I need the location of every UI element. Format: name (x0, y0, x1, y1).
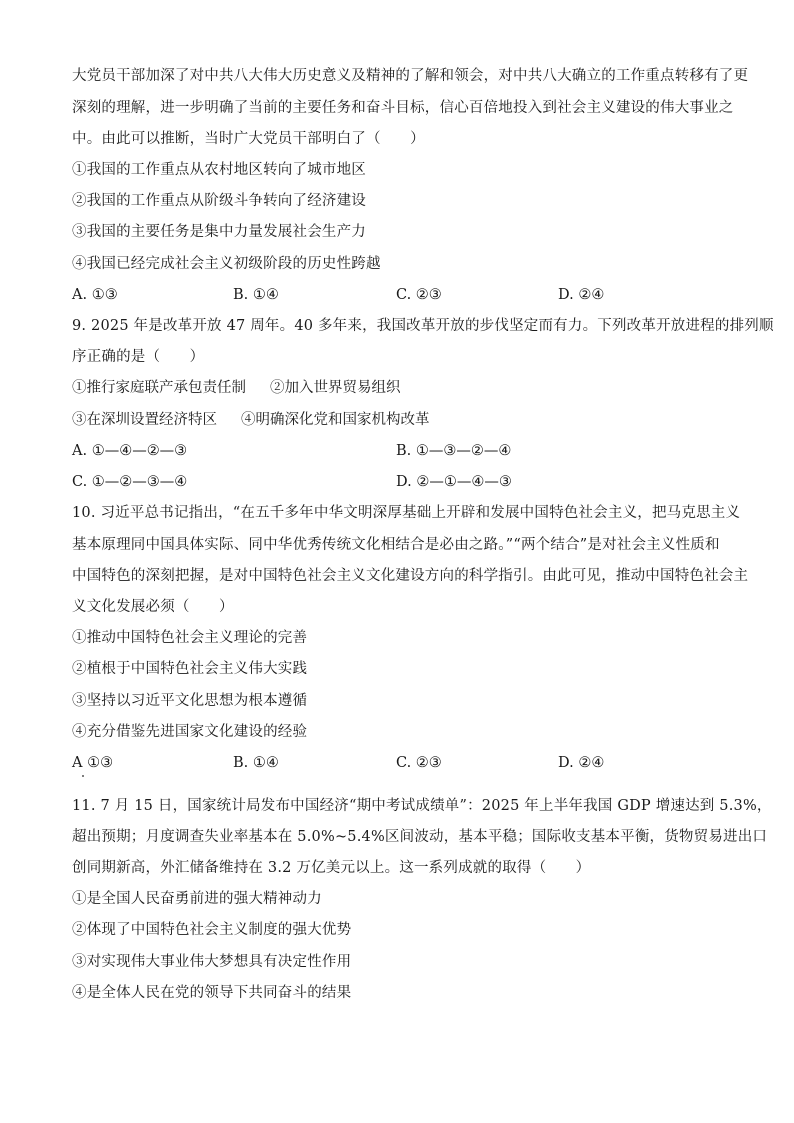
print-speck (82, 775, 84, 777)
q9-stem-line-2: 序正确的是（ ） (72, 349, 205, 365)
q9-item-3: ③在深圳设置经济特区 (72, 412, 217, 428)
q8-item-4: ④我国已经完成社会主义初级阶段的历史性跨越 (72, 256, 381, 272)
q10-item-1: ①推动中国特色社会主义理论的完善 (72, 630, 308, 646)
q10-stem-line-1: 10. 习近平总书记指出，“在五千多年中华文明深厚基础上开辟和发展中国特色社会主义，把马克思主义 (72, 505, 741, 521)
q9-item-1: ①推行家庭联产承包责任制 (72, 380, 246, 396)
q8-item-3: ③我国的主要任务是集中力量发展社会生产力 (72, 224, 366, 240)
q9-option-a: A. ①—④—②—③ (72, 443, 188, 459)
q10-option-b: B. ①④ (233, 755, 279, 771)
q10-option-c: C. ②③ (396, 755, 442, 771)
q10-stem-line-4: 义文化发展必须（ ） (72, 599, 234, 615)
q11-item-3: ③对实现伟大事业伟大梦想具有决定性作用 (72, 954, 352, 970)
q8-stem-line-2: 深刻的理解，进一步明确了当前的主要任务和奋斗目标，信心百倍地投入到社会主义建设的伟大事业之 (72, 100, 734, 116)
q10-item-4: ④充分借鉴先进国家文化建设的经验 (72, 724, 308, 740)
q9-stem-line-1: 9. 2025 年是改革开放 47 周年。40 多年来，我国改革开放的步伐坚定而有力。下列改革开放进程的排列顺 (72, 318, 774, 334)
q10-stem-line-3: 中国特色的深刻把握，是对中国特色社会主义文化建设方向的科学指引。由此可见，推动中国特色社会主 (72, 568, 749, 584)
q8-item-1: ①我国的工作重点从农村地区转向了城市地区 (72, 162, 366, 178)
q8-item-2: ②我国的工作重点从阶级斗争转向了经济建设 (72, 193, 366, 209)
q8-option-a: A. ①③ (72, 287, 118, 303)
q8-stem-line-3: 中。由此可以推断，当时广大党员干部明白了（ ） (72, 131, 425, 147)
q11-item-1: ①是全国人民奋勇前进的强大精神动力 (72, 891, 322, 907)
q9-option-d: D. ②—①—④—③ (396, 474, 512, 490)
q8-option-c: C. ②③ (396, 287, 442, 303)
q11-stem-line-2: 超出预期；月度调查失业率基本在 5.0%~5.4%区间波动，基本平稳；国际收支基本平衡，货物贸易进出口 (72, 829, 768, 845)
q11-item-2: ②体现了中国特色社会主义制度的强大优势 (72, 922, 352, 938)
q8-option-b: B. ①④ (233, 287, 279, 303)
q11-stem-line-1: 11. 7 月 15 日，国家统计局发布中国经济“期中考试成绩单”：2025 年上半年我国 GDP 增速达到 5.3%， (72, 798, 772, 814)
q10-item-2: ②植根于中国特色社会主义伟大实践 (72, 661, 308, 677)
q8-option-d: D. ②④ (558, 287, 605, 303)
q9-item-2: ②加入世界贸易组织 (270, 380, 401, 396)
q9-item-4: ④明确深化党和国家机构改革 (241, 412, 430, 428)
q10-stem-line-2: 基本原理同中国具体实际、同中华优秀传统文化相结合是必由之路。”“两个结合”是对社会主义性质和 (72, 537, 720, 553)
q11-stem-line-3: 创同期新高，外汇储备维持在 3.2 万亿美元以上。这一系列成就的取得（ ） (72, 860, 591, 876)
q9-items-row-2 (72, 410, 430, 430)
q10-option-a: A ①③ (72, 755, 114, 771)
q10-option-d: D. ②④ (558, 755, 605, 771)
q10-item-3: ③坚持以习近平文化思想为根本遵循 (72, 693, 308, 709)
q9-option-c: C. ①—②—③—④ (72, 474, 188, 490)
q9-option-b: B. ①—③—②—④ (396, 443, 512, 459)
q11-item-4: ④是全体人民在党的领导下共同奋斗的结果 (72, 985, 352, 1001)
q9-items-row-1 (72, 378, 401, 398)
q8-stem-line-1: 大党员干部加深了对中共八大伟大历史意义及精神的了解和领会，对中共八大确立的工作重点转移有了更 (72, 68, 749, 84)
